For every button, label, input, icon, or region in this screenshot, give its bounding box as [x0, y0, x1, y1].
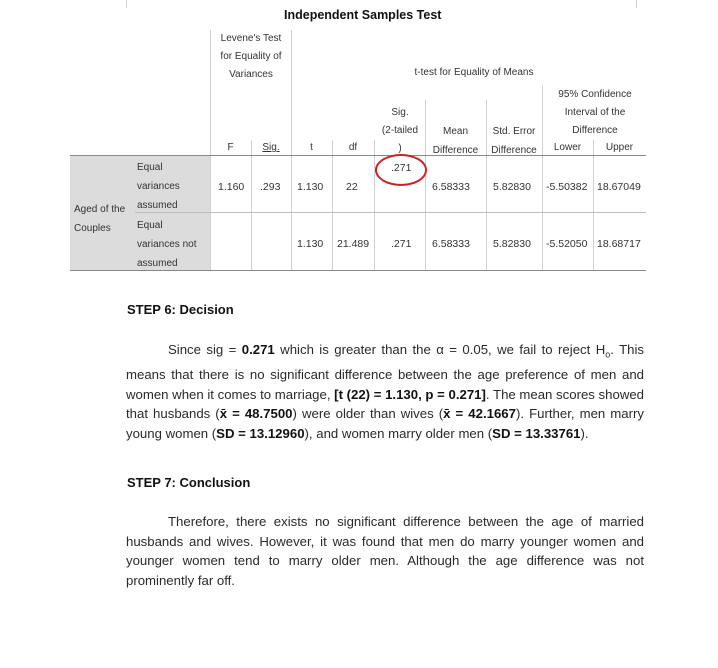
row-group-label-line: Aged of the	[74, 204, 126, 215]
col-sig2-header	[376, 104, 424, 158]
ttest-header: t-test for Equality of Means	[414, 67, 534, 78]
col-sig2-line: )	[398, 143, 402, 154]
step6-heading: STEP 6: Decision	[127, 302, 234, 317]
col-upper-header: Upper	[605, 142, 634, 153]
header-rule	[70, 155, 646, 156]
grid-vline	[332, 140, 333, 270]
levene-header	[212, 30, 290, 84]
row2-lower: -5.52050	[546, 238, 588, 250]
step6-bold: SD = 13.12960	[216, 425, 305, 441]
grid-vline	[374, 140, 375, 270]
col-mean-line: Mean	[442, 126, 468, 137]
row1-mean: 6.58333	[432, 181, 470, 193]
grid-vline	[251, 140, 252, 270]
col-se-line: Std. Error	[492, 126, 536, 137]
step6-paragraph	[126, 340, 644, 443]
row2-upper: 18.68717	[597, 238, 641, 250]
step6-text: ), and women marry older men (	[304, 425, 493, 441]
col-se-header	[486, 122, 542, 160]
grid-vline	[542, 85, 543, 270]
step6-text: Since sig =	[168, 342, 242, 357]
table-title: Independent Samples Test	[284, 8, 442, 22]
step6-bold: 0.271	[241, 342, 275, 357]
grid-vline	[593, 140, 594, 270]
row1-upper: 18.67049	[597, 181, 641, 193]
row1-label	[137, 158, 180, 215]
row2-label	[137, 216, 196, 273]
ci-header-line: 95% Confidence	[558, 89, 632, 100]
ci-header-line: Difference	[572, 125, 618, 136]
col-sig2-line: (2-tailed	[381, 125, 419, 136]
col-mean-header	[425, 122, 486, 160]
col-mean-line: Difference	[432, 145, 479, 156]
step7-paragraph: Therefore, there exists no significant difference between the age of married husbands and wives. However, it was found that men do marry younger women and younger women tend to marry older men. Although the age difference was not prominently far off.	[126, 514, 644, 588]
row2-label-line: variances not	[137, 239, 197, 250]
page-edge-mark-right	[636, 0, 637, 8]
levene-header-line: Variances	[229, 69, 273, 80]
step7-heading: STEP 7: Conclusion	[127, 475, 251, 490]
col-t-header: t	[310, 142, 313, 153]
row1-label-line: Equal	[137, 162, 163, 173]
step6-text: ) were older than wives (	[292, 406, 444, 422]
highlight-circle	[375, 154, 427, 186]
row2-label-line: assumed	[137, 258, 178, 269]
col-lower-header: Lower	[553, 142, 582, 153]
col-df-header: df	[348, 142, 358, 153]
row1-df: 22	[346, 181, 358, 193]
col-sig-header: Sig.	[262, 142, 280, 153]
col-sig2-line: Sig.	[391, 107, 409, 118]
row1-se: 5.82830	[493, 181, 531, 193]
step6-text: which is greater than the α = 0.05, we fail to reject H	[274, 342, 606, 357]
step6-text: ).	[580, 425, 589, 441]
step6-bold: SD = 13.33761	[492, 425, 581, 441]
step6-bold: [t (22) = 1.130, p = 0.271]	[334, 386, 486, 402]
col-f-header: F	[227, 142, 234, 153]
row2-label-line: Equal	[137, 220, 163, 231]
levene-header-line: Levene's Test	[220, 33, 282, 44]
row-group-label	[74, 200, 125, 238]
row1-label-line: variances	[137, 181, 180, 192]
step6-bold: x̄ = 42.1667	[443, 406, 516, 422]
row1-lower: -5.50382	[546, 181, 588, 193]
row2-se: 5.82830	[493, 238, 531, 250]
row2-mean: 6.58333	[432, 238, 470, 250]
ci-header-line: Interval of the	[564, 107, 626, 118]
row2-t: 1.130	[297, 238, 324, 250]
row2-sig2: .271	[391, 238, 412, 250]
step6-bold: x̄ = 48.7500	[219, 406, 293, 422]
ci-header	[545, 86, 645, 140]
row-divider	[135, 212, 646, 213]
step6-text: ). Further, men marry young women (	[126, 406, 644, 441]
row-group-label-line: Couples	[74, 223, 111, 234]
levene-header-line: for Equality of	[220, 51, 282, 62]
row1-sig2: .271	[391, 162, 412, 174]
col-se-line: Difference	[491, 145, 537, 156]
step6-text: . This means that there is no significant difference between the age preference of men and women when it comes to marriage,	[126, 342, 644, 402]
page-edge-mark-left	[126, 0, 127, 8]
step6-subscript: o	[605, 349, 611, 360]
row1-sig: .293	[260, 181, 281, 193]
step6-text: . The mean scores showed that husbands (	[126, 386, 645, 422]
row2-df: 21.489	[337, 238, 370, 250]
row1-t: 1.130	[297, 181, 324, 193]
row1-label-line: assumed	[137, 200, 178, 211]
row1-f: 1.160	[218, 181, 245, 193]
